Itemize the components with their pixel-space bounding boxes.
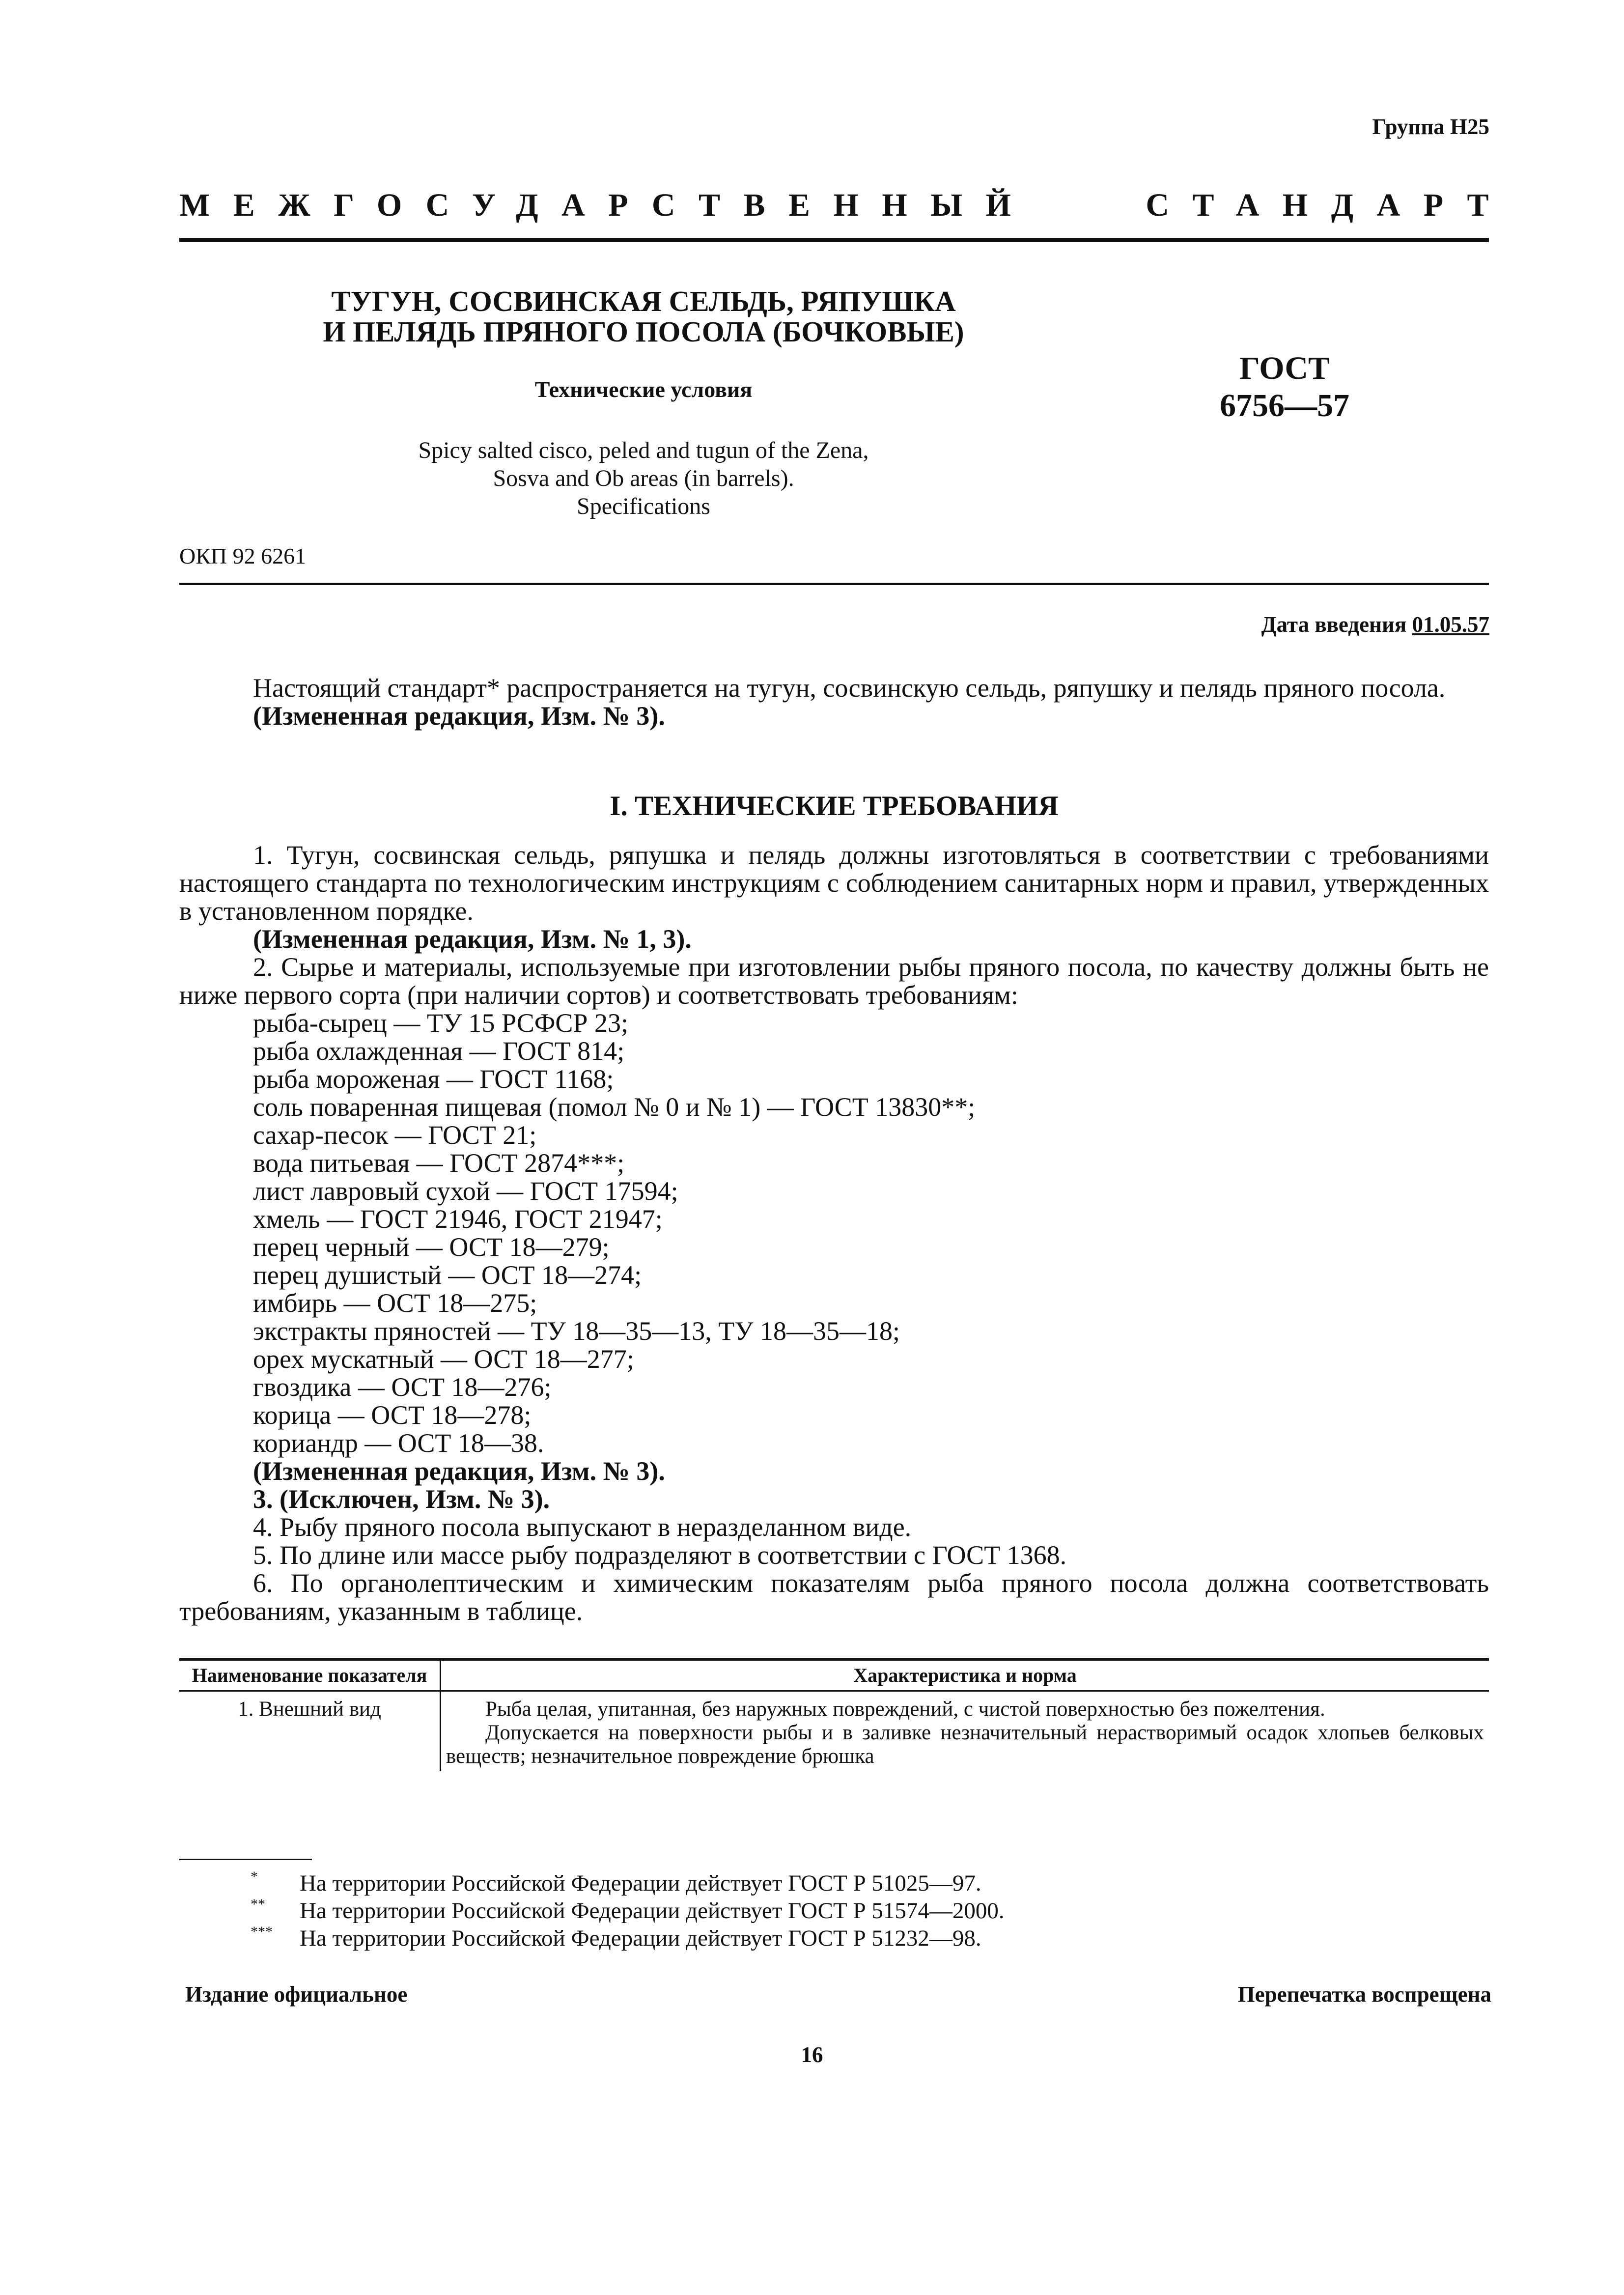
footnote-rule [179,1859,312,1860]
clause-2-amendment: (Измененная редакция, Изм. № 3). [253,1456,665,1486]
list-item: перец душистый — ОСТ 18—274; [253,1260,642,1290]
footnote [179,1897,1005,1925]
document-title [275,286,1012,347]
banner-word-standard: СТАНДАРТ [1146,187,1512,223]
english-title-line-2: Sosva and Ob areas (in barrels). [493,465,794,491]
footnote-text: На территории Российской Федерации действует ГОСТ Р 51232—98. [300,1926,981,1951]
okp-code: ОКП 92 6261 [179,543,307,568]
list-item: рыба-сырец — ТУ 15 РСФСР 23; [253,1008,628,1038]
footnote-mark: * [251,1869,258,1885]
materials-list [179,1009,1489,1457]
list-item: экстракты пряностей — ТУ 18—35—13, ТУ 18—35—18; [253,1316,900,1346]
page-number: 16 [801,2042,823,2067]
official-edition-note: Издание официальное [185,1982,408,2007]
footnote-text: На территории Российской Федерации действует ГОСТ Р 51574—2000. [300,1898,1005,1924]
clause-3: 3. (Исключен, Изм. № 3). [253,1484,550,1514]
list-item: кориандр — ОСТ 18—38. [253,1428,544,1458]
column-header-indicator: Наименование показателя [179,1660,441,1691]
footnote-mark: *** [251,1924,273,1940]
list-item: имбирь — ОСТ 18—275; [253,1288,537,1318]
gost-code: 6756—57 [1220,388,1349,424]
header-rule [179,238,1489,242]
requirements-table [179,1658,1489,1771]
footnotes [179,1870,1005,1952]
banner-word-interstate: МЕЖГОСУДАРСТВЕННЫЙ [179,187,1035,223]
group-code: Группа Н25 [1372,114,1489,139]
table-row [179,1691,1489,1772]
list-item: рыба охлажденная — ГОСТ 814; [253,1036,625,1066]
list-item: соль поваренная пищевая (помол № 0 и № 1) — ГОСТ 13830**; [253,1092,976,1122]
column-header-characteristic: Характеристика и норма [853,1664,1077,1686]
clause-1-amendment: (Измененная редакция, Изм. № 1, 3). [253,924,692,954]
footnote-mark: ** [251,1896,265,1912]
clause-2: 2. Сырье и материалы, используемые при изготовлении рыбы пряного посола, по качеству должны быть не ниже первого сорта (при наличии сортов) и соответствовать требованиям: [179,952,1489,1010]
section-body [179,841,1489,1625]
characteristic-text-1: Рыба целая, упитанная, без наружных повреждений, с чистой поверхностью без пожелтения. [485,1698,1325,1721]
intro-block [179,674,1489,730]
footnote-text: На территории Российской Федерации действует ГОСТ Р 51025—97. [300,1870,981,1896]
clause-5: 5. По длине или массе рыбу подразделяют в соответствии с ГОСТ 1368. [253,1540,1067,1570]
clause-1: 1. Тугун, сосвинская сельдь, ряпушка и пелядь должны изготовляться в соответствии с требованиями настоящего стандарта по технологическим инструкциям с соблюдением санитарных норм и правил, утвержденных в установленном порядке. [179,840,1489,926]
table-header-row [179,1660,1489,1691]
list-item: хмель — ГОСТ 21946, ГОСТ 21947; [253,1204,663,1234]
list-item: гвоздика — ОСТ 18—276; [253,1372,552,1402]
title-line-2: И ПЕЛЯДЬ ПРЯНОГО ПОСОЛА (БОЧКОВЫЕ) [323,315,964,348]
intro-amendment: (Измененная редакция, Изм. № 3). [253,701,665,731]
list-item: орех мускатный — ОСТ 18—277; [253,1344,634,1374]
introduction-date [1261,612,1489,637]
gost-label: ГОСТ [1239,350,1330,386]
table-cell-characteristic [441,1691,1489,1772]
reprint-prohibited-note: Перепечатка воспрещена [1237,1982,1491,2007]
title-line-1: ТУГУН, СОСВИНСКАЯ СЕЛЬДЬ, РЯПУШКА [331,285,956,317]
section-heading: I. ТЕХНИЧЕСКИЕ ТРЕБОВАНИЯ [610,791,1059,822]
english-title-line-1: Spicy salted cisco, peled and tugun of the Zena, [418,437,869,463]
document-subtitle: Технические условия [534,377,753,402]
list-item: лист лавровый сухой — ГОСТ 17594; [253,1176,678,1206]
clause-4: 4. Рыбу пряного посола выпускают в неразделанном виде. [253,1512,912,1542]
list-item: перец черный — ОСТ 18—279; [253,1232,610,1262]
list-item: вода питьевая — ГОСТ 2874***; [253,1148,625,1178]
list-item: сахар-песок — ГОСТ 21; [253,1120,537,1150]
date-value: 01.05.57 [1412,612,1489,637]
footnote [179,1925,1005,1952]
date-label: Дата введения [1261,612,1407,637]
english-title [275,436,1012,520]
list-item: рыба мороженая — ГОСТ 1168; [253,1064,614,1094]
clause-6: 6. По органолептическим и химическим показателям рыба пряного посола должна соответствовать требованиям, указанным в таблице. [179,1568,1489,1626]
table-cell-indicator: 1. Внешний вид [179,1691,441,1772]
title-rule [179,583,1489,585]
footnote [179,1870,1005,1897]
english-title-line-3: Specifications [577,493,710,519]
standard-banner [179,187,1512,224]
list-item: корица — ОСТ 18—278; [253,1400,532,1430]
intro-paragraph: Настоящий стандарт* распространяется на тугун, сосвинскую сельдь, ряпушку и пелядь пряного посола. [253,673,1446,703]
gost-number [1174,350,1395,425]
characteristic-text-2: Допускается на поверхности рыбы и в заливке незначительный нерастворимый осадок хлопьев белковых веществ; незначительное повреждение брюшка [446,1721,1484,1768]
